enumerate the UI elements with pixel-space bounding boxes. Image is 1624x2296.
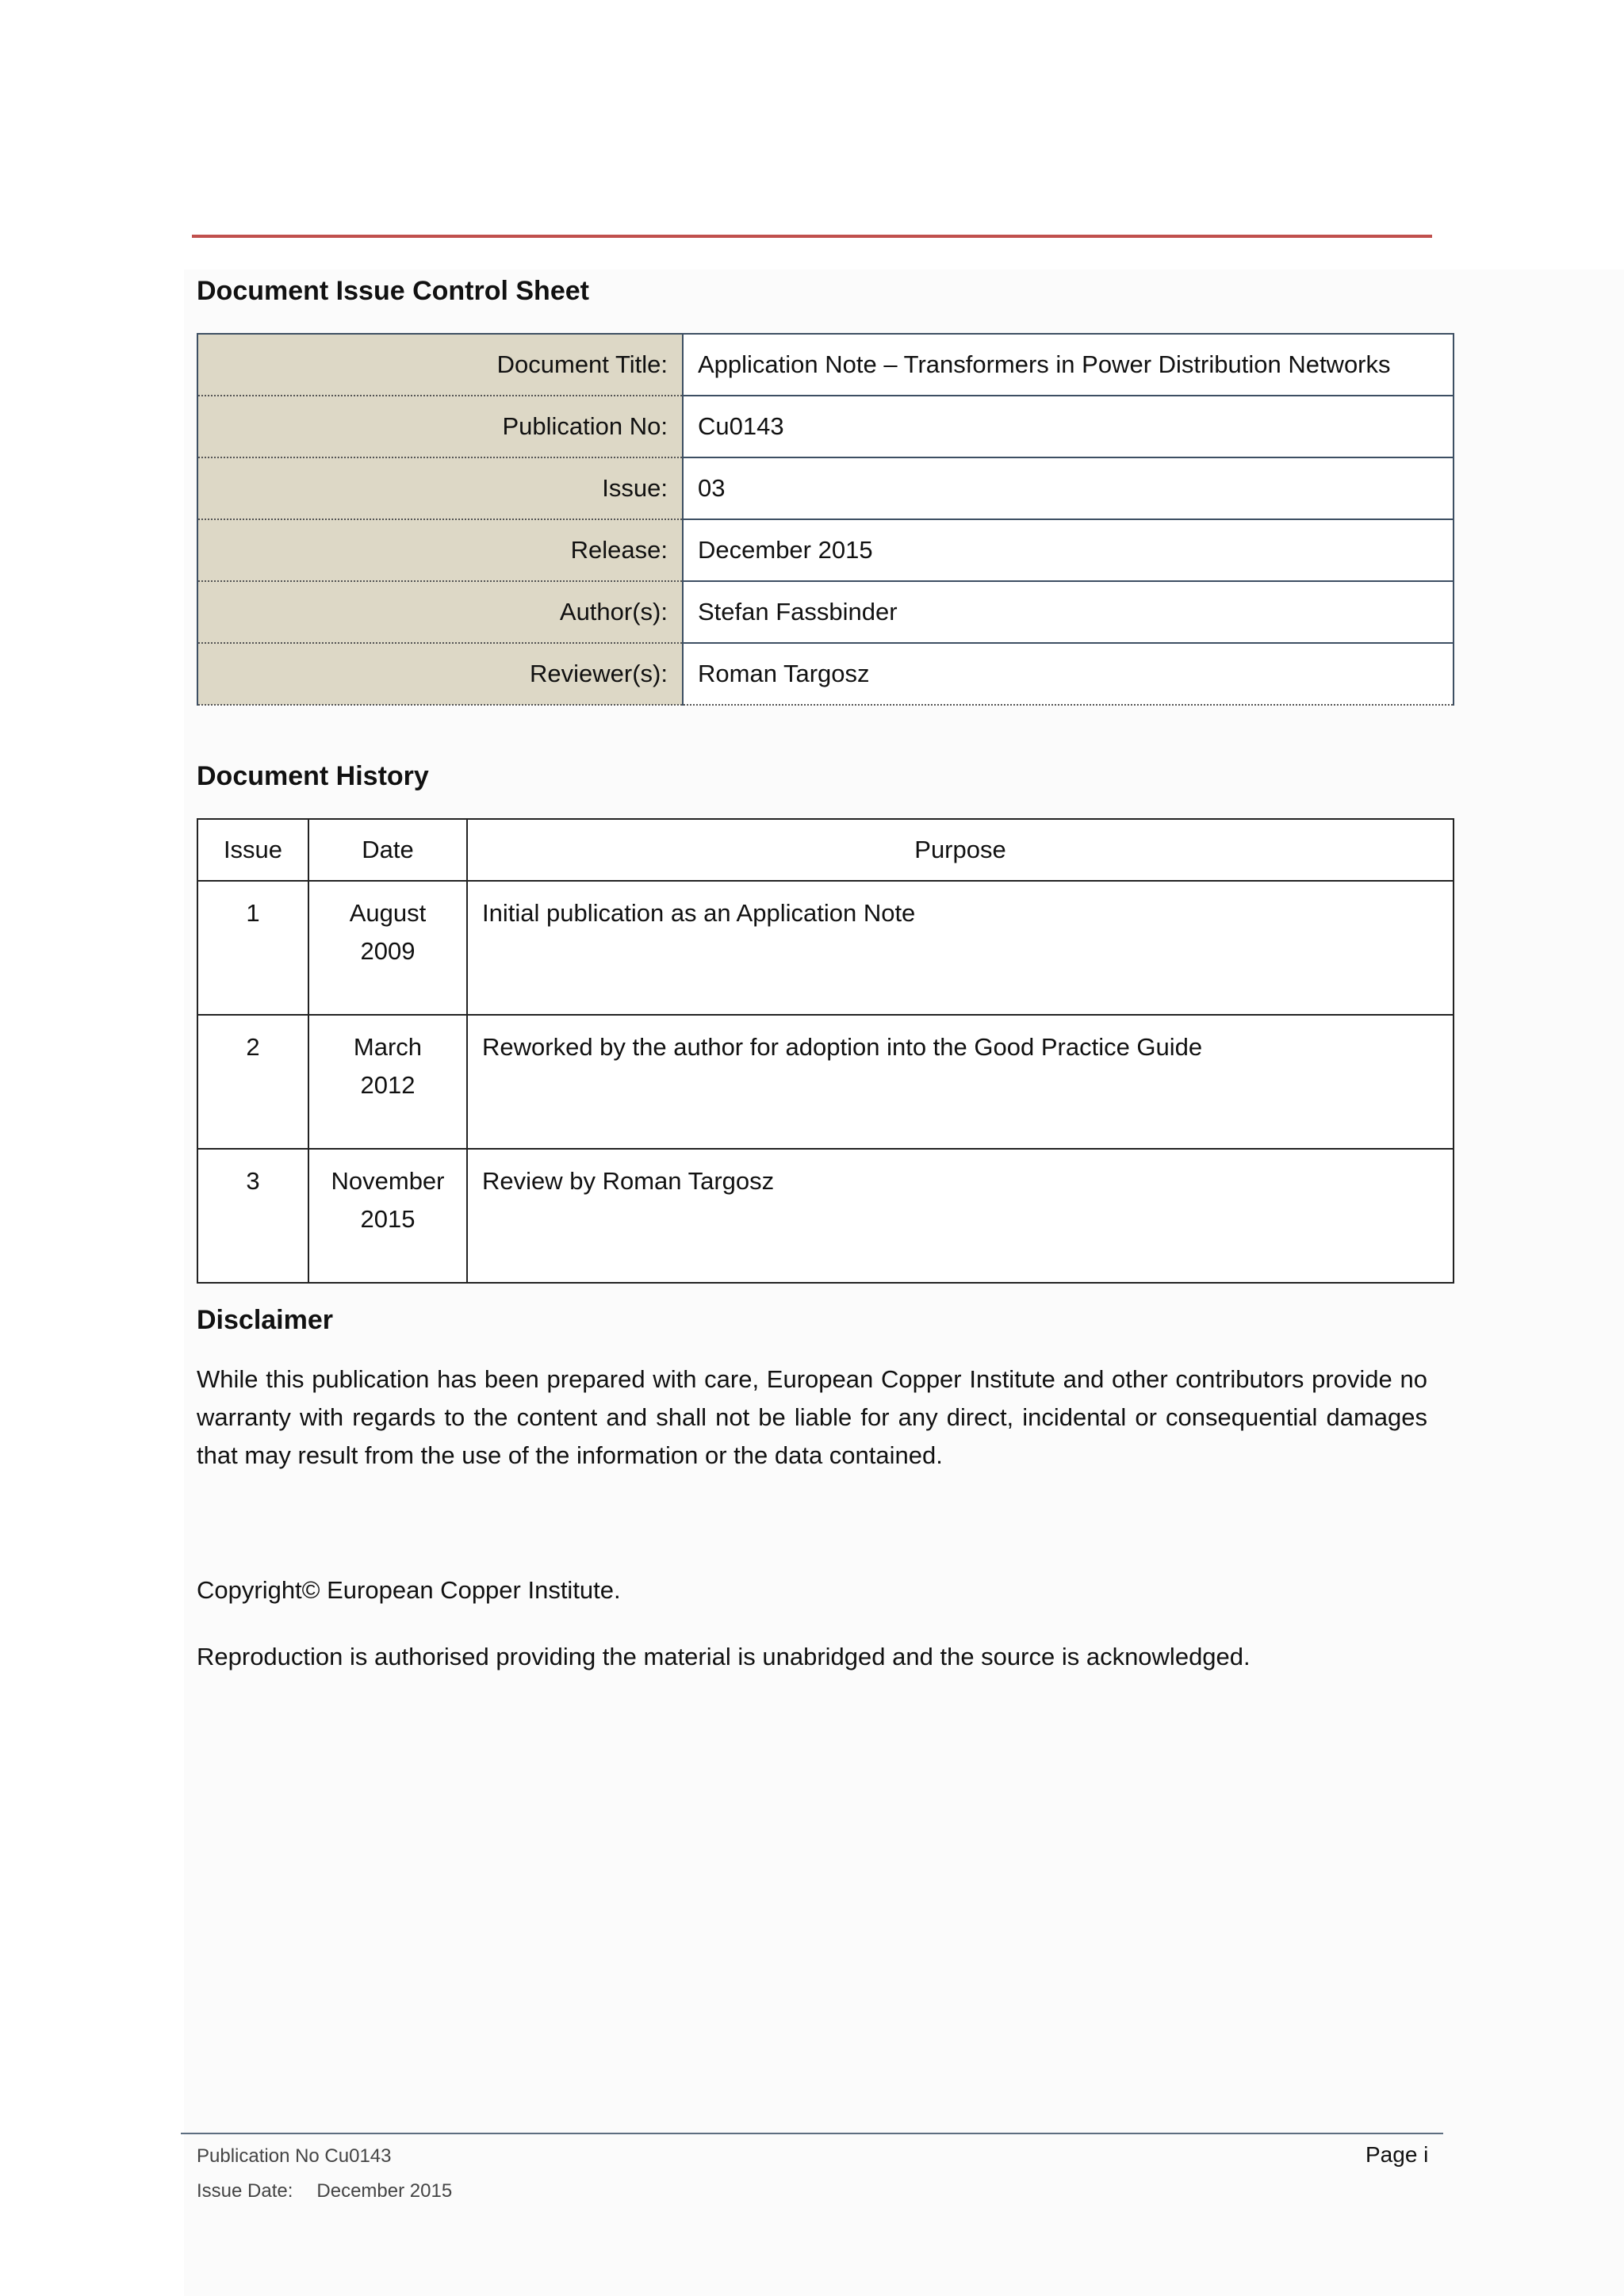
control-value: Cu0143 — [683, 396, 1454, 457]
control-label: Reviewer(s): — [197, 643, 683, 705]
history-purpose: Reworked by the author for adoption into the Good Practice Guide — [467, 1015, 1454, 1149]
page-number: Page i — [1365, 2142, 1429, 2167]
history-date-month: August — [349, 899, 427, 927]
column-header-date: Date — [308, 819, 467, 881]
history-date-year: 2009 — [360, 937, 416, 965]
column-header-issue: Issue — [197, 819, 308, 881]
control-row-release — [197, 519, 1454, 581]
control-label: Issue: — [197, 457, 683, 519]
history-issue: 2 — [197, 1015, 308, 1149]
column-header-purpose: Purpose — [467, 819, 1454, 881]
history-date-year: 2015 — [360, 1205, 416, 1233]
history-issue: 1 — [197, 881, 308, 1015]
control-row-publication — [197, 396, 1454, 457]
control-value: December 2015 — [683, 519, 1454, 581]
disclaimer-text: While this publication has been prepared with care, European Copper Institute and other contributors provide no warranty with regards to the content and shall not be liable for any direct, incidental or consequential damages that may result from the use of the information or the data contained. — [197, 1365, 1427, 1469]
header-rule — [192, 235, 1432, 238]
footer-issue-date — [197, 2180, 452, 2202]
history-date — [308, 881, 467, 1015]
control-row-issue — [197, 457, 1454, 519]
table-row — [197, 1015, 1454, 1149]
history-purpose: Review by Roman Targosz — [467, 1149, 1454, 1283]
control-label: Publication No: — [197, 396, 683, 457]
control-sheet-heading: Document Issue Control Sheet — [197, 276, 589, 306]
history-issue: 3 — [197, 1149, 308, 1283]
history-header-row — [197, 819, 1454, 881]
history-heading: Document History — [197, 761, 429, 791]
control-label: Release: — [197, 519, 683, 581]
footer-issue-date-label: Issue Date: — [197, 2180, 293, 2202]
history-table — [197, 818, 1454, 1284]
history-date — [308, 1149, 467, 1283]
footer-publication: Publication No Cu0143 — [197, 2145, 392, 2167]
control-row-authors — [197, 581, 1454, 643]
footer-rule — [181, 2133, 1443, 2134]
control-row-reviewers — [197, 643, 1454, 705]
control-sheet-table — [197, 333, 1454, 706]
reproduction-text: Reproduction is authorised providing the material is unabridged and the source is acknowledged. — [197, 1643, 1251, 1670]
history-purpose: Initial publication as an Application Note — [467, 881, 1454, 1015]
history-date-month: March — [353, 1033, 423, 1061]
control-row-title — [197, 334, 1454, 396]
disclaimer-heading: Disclaimer — [197, 1305, 333, 1335]
control-value: 03 — [683, 457, 1454, 519]
control-value: Stefan Fassbinder — [683, 581, 1454, 643]
control-value: Roman Targosz — [683, 643, 1454, 705]
control-value: Application Note – Transformers in Power Distribution Networks — [683, 334, 1454, 396]
footer-issue-date-value: December 2015 — [316, 2180, 453, 2202]
history-date — [308, 1015, 467, 1149]
table-row — [197, 881, 1454, 1015]
history-date-year: 2012 — [360, 1071, 416, 1099]
copyright-text: Copyright© European Copper Institute. — [197, 1576, 621, 1604]
table-row — [197, 1149, 1454, 1283]
history-date-month: November — [331, 1167, 445, 1195]
control-label: Author(s): — [197, 581, 683, 643]
control-label: Document Title: — [197, 334, 683, 396]
